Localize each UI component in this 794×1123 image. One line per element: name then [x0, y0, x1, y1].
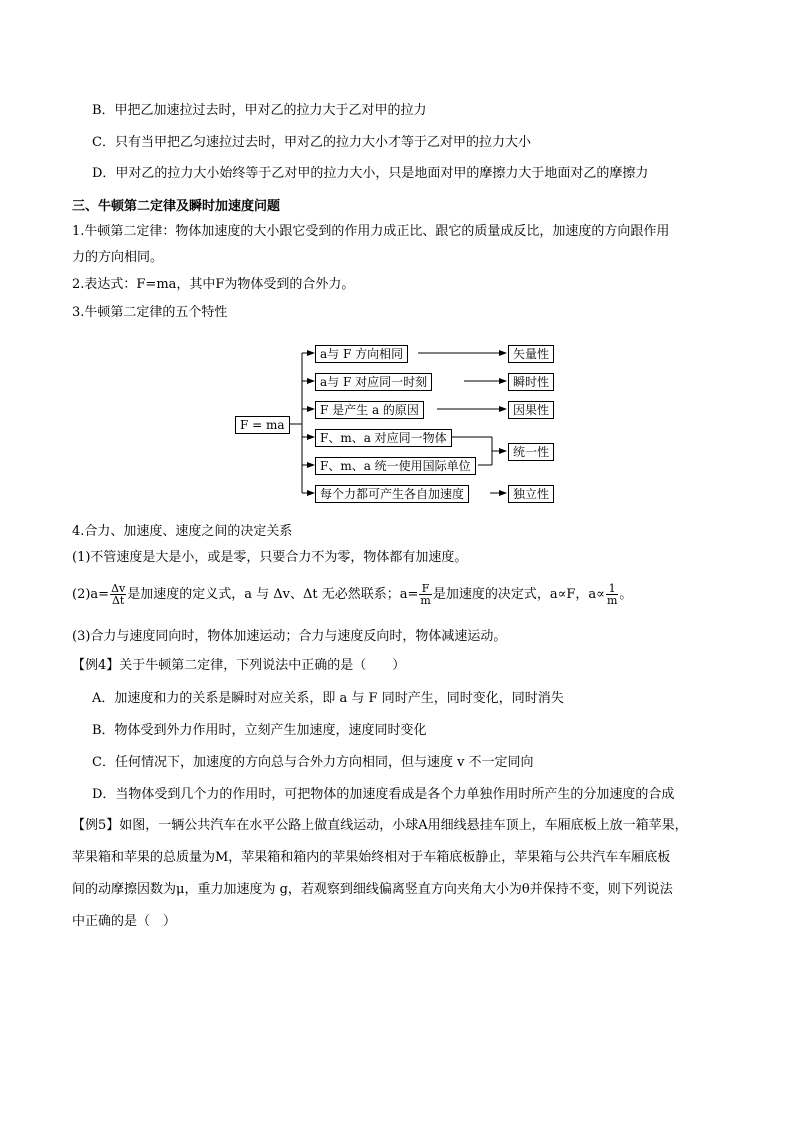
- result-box-vector: 矢量性: [508, 345, 554, 363]
- section4-p3: (3)合力与速度同向时，物体加速运动；合力与速度反向时，物体减速运动。: [72, 629, 507, 644]
- fraction-dv-dt: $\frac{\Delta v}{\Delta t}$: [111, 582, 126, 607]
- p2-part-c: 是加速度的决定式，a∝F，a∝: [432, 587, 605, 602]
- example4-option-d: D．当物体受到几个力的作用时，可把物体的加速度看成是各个力单独作用时所产生的分加速度的合成: [92, 787, 675, 802]
- root-box: F = ma: [235, 416, 290, 434]
- branch-box-5: F、m、a 统一使用国际单位: [315, 457, 476, 475]
- fraction-f-m: $\frac{F}{m}$: [420, 582, 431, 607]
- example5-line3: 间的动摩擦因数为μ，重力加速度为 g，若观察到细线偏离竖直方向夹角大小为θ并保持不变，则下列说法: [72, 882, 673, 897]
- law-definition-line2: 力的方向相同。: [72, 250, 164, 265]
- example5-line2: 苹果箱和苹果的总质量为M，苹果箱和箱内的苹果始终相对于车箱底板静止，苹果箱与公共汽车车厢底板: [72, 850, 671, 865]
- section4-title: 4.合力、加速度、速度之间的决定关系: [72, 524, 293, 539]
- law-definition-line1: 1.牛顿第二定律：物体加速度的大小跟它受到的作用力成正比、跟它的质量成反比，加速度的方向跟作用: [72, 224, 670, 239]
- five-properties-title: 3.牛顿第二定律的五个特性: [72, 305, 228, 320]
- branch-box-2: a与 F 对应同一时刻: [315, 373, 432, 391]
- option-d-top: D．甲对乙的拉力大小始终等于乙对甲的拉力大小，只是地面对甲的摩擦力大于地面对乙的摩擦力: [92, 166, 649, 181]
- result-box-unity: 统一性: [508, 443, 554, 461]
- option-b-top: B．甲把乙加速拉过去时，甲对乙的拉力大于乙对甲的拉力: [92, 103, 427, 118]
- example5-line4: 中正确的是（ ）: [72, 914, 177, 929]
- option-c-top: C．只有当甲把乙匀速拉过去时，甲对乙的拉力大小才等于乙对甲的拉力大小: [92, 135, 531, 150]
- p2-part-b: 是加速度的定义式，a 与 Δv、Δt 无必然联系；a=: [127, 587, 419, 602]
- example4-option-b: B．物体受到外力作用时，立刻产生加速度，速度同时变化: [92, 723, 427, 738]
- p2-part-d: 。: [619, 587, 633, 602]
- expression-line: 2.表达式：F=ma，其中F为物体受到的合外力。: [72, 277, 355, 292]
- example4-stem: 【例4】关于牛顿第二定律，下列说法中正确的是（ ）: [72, 658, 406, 673]
- branch-box-1: a与 F 方向相同: [315, 345, 408, 363]
- example4-option-c: C．任何情况下，加速度的方向总与合外力方向相同，但与速度 v 不一定同向: [92, 755, 534, 770]
- branch-box-6: 每个力都可产生各自加速度: [315, 485, 469, 503]
- result-box-causal: 因果性: [508, 401, 554, 419]
- result-box-independence: 独立性: [508, 485, 554, 503]
- fraction-1-m: $\frac{1}{m}$: [606, 582, 618, 607]
- p2-part-a: (2)a=: [72, 587, 110, 602]
- section4-p2: [72, 583, 632, 606]
- result-box-instant: 瞬时性: [508, 373, 554, 391]
- branch-box-4: F、m、a 对应同一物体: [315, 429, 452, 447]
- example4-option-a: A．加速度和力的关系是瞬时对应关系，即 a 与 F 同时产生，同时变化，同时消失: [92, 691, 564, 706]
- section4-p1: (1)不管速度是大是小，或是零，只要合力不为零，物体都有加速度。: [72, 550, 468, 565]
- properties-diagram: [230, 338, 570, 508]
- branch-box-3: F 是产生 a 的原因: [315, 401, 424, 419]
- section-title: 三、牛顿第二定律及瞬时加速度问题: [72, 199, 281, 214]
- example5-line1: 【例5】如图，一辆公共汽车在水平公路上做直线运动，小球A用细线悬挂车顶上，车厢底板上放一箱苹果，: [72, 818, 688, 833]
